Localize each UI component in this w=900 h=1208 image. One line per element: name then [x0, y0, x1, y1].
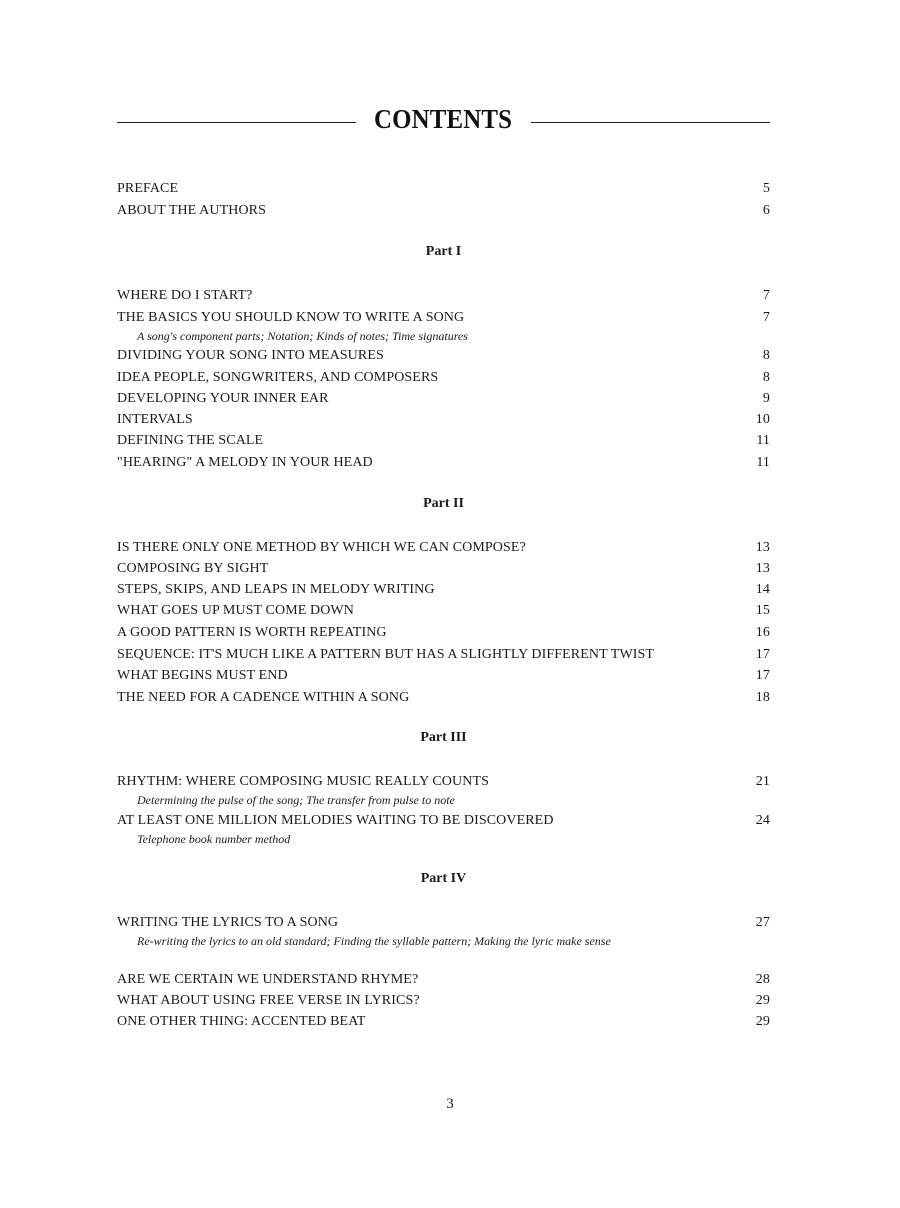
toc-entry-label: IDEA PEOPLE, SONGWRITERS, AND COMPOSERS	[117, 370, 439, 385]
toc-entry-page: 10	[755, 412, 770, 427]
toc-entry[interactable]	[117, 201, 770, 221]
toc-entry[interactable]	[117, 688, 770, 708]
toc-entry[interactable]	[117, 538, 770, 558]
toc-entry-page: 29	[755, 993, 770, 1008]
toc-entry-page: 7	[762, 310, 770, 325]
toc-entry[interactable]	[117, 410, 770, 430]
page-title: CONTENTS	[374, 103, 513, 134]
toc-entry-page: 24	[755, 813, 770, 828]
toc-entry-label: ABOUT THE AUTHORS	[117, 203, 266, 218]
toc-entry-page: 13	[755, 540, 770, 555]
toc-entry-label: WHAT BEGINS MUST END	[117, 668, 288, 683]
toc-entry-label: "HEARING" A MELODY IN YOUR HEAD	[117, 455, 373, 470]
toc-entry-label: DEVELOPING YOUR INNER EAR	[117, 391, 329, 406]
toc-entry-page: 11	[756, 455, 770, 470]
part-heading: Part III	[420, 730, 467, 745]
toc-entry-label: WRITING THE LYRICS TO A SONG	[117, 915, 339, 930]
toc-entry-subtopics: Telephone book number method	[137, 832, 291, 846]
page-number: 3	[446, 1096, 454, 1112]
toc-entry-label: STEPS, SKIPS, AND LEAPS IN MELODY WRITING	[117, 582, 435, 597]
title-rule-left	[117, 122, 356, 123]
toc-entry-label: DIVIDING YOUR SONG INTO MEASURES	[117, 348, 384, 363]
part-heading: Part II	[423, 496, 464, 511]
toc-entry-page: 15	[755, 603, 770, 618]
toc-entry-label: THE NEED FOR A CADENCE WITHIN A SONG	[117, 690, 410, 705]
toc-entry-subtopics: Determining the pulse of the song; The transfer from pulse to note	[137, 793, 455, 807]
toc-entry-label: THE BASICS YOU SHOULD KNOW TO WRITE A SONG	[117, 310, 465, 325]
toc-entry-page: 16	[755, 625, 770, 640]
toc-entry-label: PREFACE	[117, 181, 179, 196]
toc-entry-page: 21	[755, 774, 770, 789]
toc-entry-label: ONE OTHER THING: ACCENTED BEAT	[117, 1014, 366, 1029]
toc-entry[interactable]	[117, 389, 770, 409]
toc-entry[interactable]	[117, 580, 770, 600]
toc-entry[interactable]	[117, 913, 770, 933]
toc-entry-label: WHERE DO I START?	[117, 288, 253, 303]
toc-entry-page: 17	[755, 668, 770, 683]
toc-entry[interactable]	[117, 991, 770, 1011]
part-heading: Part IV	[420, 871, 467, 886]
toc-entry-label: AT LEAST ONE MILLION MELODIES WAITING TO BE DISCOVERED	[117, 813, 554, 828]
toc-entry[interactable]	[117, 645, 770, 665]
toc-entry[interactable]	[117, 811, 770, 831]
toc-entry-page: 7	[762, 288, 770, 303]
toc-entry-page: 8	[762, 370, 770, 385]
toc-entry[interactable]	[117, 453, 770, 473]
toc-entry-page: 5	[762, 181, 770, 196]
toc-entry-page: 8	[762, 348, 770, 363]
toc-entry-page: 27	[755, 915, 770, 930]
toc-entry[interactable]	[117, 559, 770, 579]
toc-entry[interactable]	[117, 346, 770, 366]
toc-entry-page: 9	[762, 391, 770, 406]
toc-entry-label: IS THERE ONLY ONE METHOD BY WHICH WE CAN COMPOSE?	[117, 540, 526, 555]
toc-entry[interactable]	[117, 601, 770, 621]
part-heading: Part I	[425, 244, 462, 259]
toc-entry[interactable]	[117, 1012, 770, 1032]
toc-entry-label: COMPOSING BY SIGHT	[117, 561, 269, 576]
toc-entry[interactable]	[117, 368, 770, 388]
toc-entry-page: 6	[762, 203, 770, 218]
toc-entry[interactable]	[117, 179, 770, 199]
toc-entry-page: 29	[755, 1014, 770, 1029]
contents-header	[117, 103, 770, 135]
toc-entry[interactable]	[117, 286, 770, 306]
toc-entry-page: 28	[755, 972, 770, 987]
toc-entry-page: 17	[755, 647, 770, 662]
toc-entry-page: 14	[755, 582, 770, 597]
toc-entry-subtopics: A song's component parts; Notation; Kinds of notes; Time signatures	[137, 329, 468, 343]
toc-entry-label: WHAT GOES UP MUST COME DOWN	[117, 603, 354, 618]
title-rule-right	[531, 122, 770, 123]
toc-entry-page: 13	[755, 561, 770, 576]
toc-entry-label: DEFINING THE SCALE	[117, 433, 264, 448]
toc-entry[interactable]	[117, 431, 770, 451]
toc-entry-label: WHAT ABOUT USING FREE VERSE IN LYRICS?	[117, 993, 420, 1008]
toc-entry[interactable]	[117, 666, 770, 686]
toc-entry-label: RHYTHM: WHERE COMPOSING MUSIC REALLY COUNTS	[117, 774, 489, 789]
toc-entry-page: 18	[755, 690, 770, 705]
toc-entry-subtopics: Re-writing the lyrics to an old standard; Finding the syllable pattern; Making the lyric make sense	[137, 934, 611, 948]
toc-entry-label: INTERVALS	[117, 412, 193, 427]
toc-entry[interactable]	[117, 772, 770, 792]
toc-entry-label: SEQUENCE: IT'S MUCH LIKE A PATTERN BUT HAS A SLIGHTLY DIFFERENT TWIST	[117, 647, 655, 662]
toc-entry-page: 11	[756, 433, 770, 448]
toc-entry[interactable]	[117, 623, 770, 643]
toc-entry[interactable]	[117, 308, 770, 328]
toc-entry-label: A GOOD PATTERN IS WORTH REPEATING	[117, 625, 387, 640]
toc-entry[interactable]	[117, 970, 770, 990]
toc-entry-label: ARE WE CERTAIN WE UNDERSTAND RHYME?	[117, 972, 419, 987]
